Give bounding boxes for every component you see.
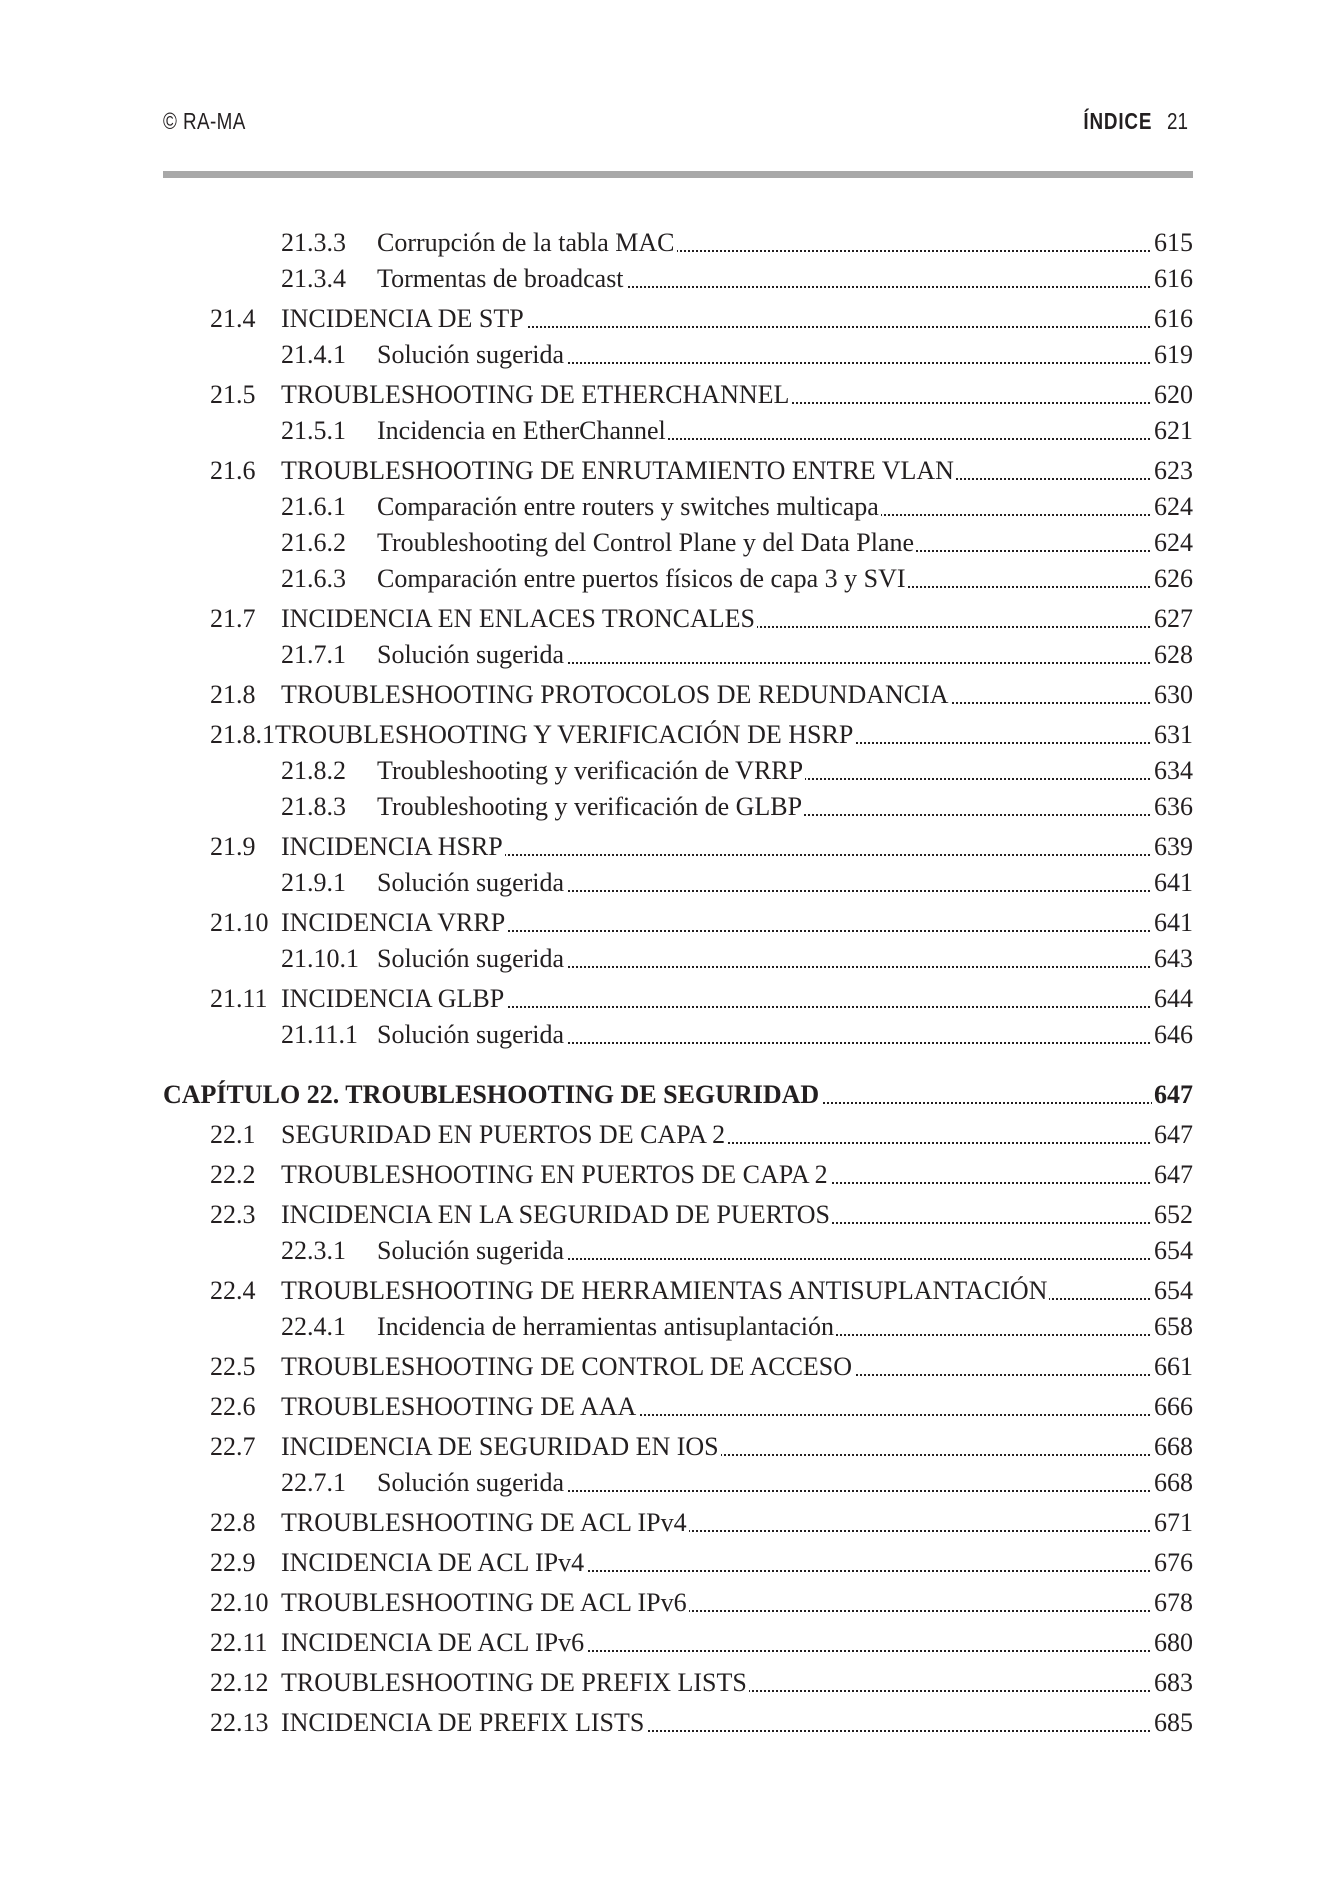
toc-entry-title: Incidencia en EtherChannel bbox=[377, 414, 668, 448]
toc-entry-title: TROUBLESHOOTING Y VERIFICACIÓN DE HSRP bbox=[275, 718, 855, 752]
toc-entry-page: 627 bbox=[1152, 602, 1193, 636]
toc-entry-number: 21.11 bbox=[210, 984, 268, 1013]
toc-entry-page: 634 bbox=[1152, 754, 1193, 788]
toc-entry-page: 646 bbox=[1152, 1018, 1193, 1052]
toc-entry[interactable] bbox=[0, 678, 1339, 712]
toc-entry[interactable] bbox=[0, 906, 1339, 940]
toc-entry-page: 621 bbox=[1152, 414, 1193, 448]
toc-entry[interactable] bbox=[0, 562, 1339, 596]
toc-entry-page: 654 bbox=[1152, 1274, 1193, 1308]
toc-entry[interactable] bbox=[0, 1350, 1339, 1384]
toc-entry-number: 21.3.4 bbox=[281, 264, 346, 293]
toc-entry-page: 624 bbox=[1152, 526, 1193, 560]
toc-entry-title: INCIDENCIA DE ACL IPv6 bbox=[281, 1626, 586, 1660]
toc-entry-page: 647 bbox=[1152, 1158, 1193, 1192]
toc-entry-number: 21.6 bbox=[210, 456, 256, 485]
toc-entry-number: 22.4.1 bbox=[281, 1312, 346, 1341]
toc-entry-title: INCIDENCIA DE ACL IPv4 bbox=[281, 1546, 586, 1580]
toc-entry-number: 22.11 bbox=[210, 1628, 268, 1657]
toc-entry-number: 22.2 bbox=[210, 1160, 256, 1189]
toc-entry-title: Troubleshooting del Control Plane y del Data Plane bbox=[377, 526, 916, 560]
toc-entry-page: 636 bbox=[1152, 790, 1193, 824]
toc-entry-page: 630 bbox=[1152, 678, 1193, 712]
toc-entry[interactable] bbox=[0, 1506, 1339, 1540]
toc-entry-number: 21.8.1 bbox=[210, 720, 275, 749]
toc-entry-number: 22.6 bbox=[210, 1392, 256, 1421]
toc-entry-title: TROUBLESHOOTING DE PREFIX LISTS bbox=[281, 1666, 749, 1700]
toc-entry-title: INCIDENCIA EN ENLACES TRONCALES bbox=[281, 602, 757, 636]
toc-entry-page: 624 bbox=[1152, 490, 1193, 524]
toc-entry-number: 21.4.1 bbox=[281, 340, 346, 369]
toc-entry-page: 654 bbox=[1152, 1234, 1193, 1268]
toc-entry-page: 668 bbox=[1152, 1430, 1193, 1464]
toc-entry-page: 616 bbox=[1152, 302, 1193, 336]
toc-entry-title: Solución sugerida bbox=[377, 338, 566, 372]
toc-entry-page: 643 bbox=[1152, 942, 1193, 976]
toc-entry[interactable] bbox=[0, 1274, 1339, 1308]
toc-entry-title: Comparación entre routers y switches multicapa bbox=[377, 490, 881, 524]
toc-entry[interactable] bbox=[0, 1466, 1339, 1500]
toc-entry[interactable] bbox=[0, 262, 1339, 296]
toc-entry[interactable] bbox=[0, 1586, 1339, 1620]
toc-entry-title: TROUBLESHOOTING DE AAA bbox=[281, 1390, 638, 1424]
toc-entry-number: 22.4 bbox=[210, 1276, 256, 1305]
toc-entry[interactable] bbox=[0, 1198, 1339, 1232]
toc-entry-title: INCIDENCIA EN LA SEGURIDAD DE PUERTOS bbox=[281, 1198, 832, 1232]
toc-entry-page: 678 bbox=[1152, 1586, 1193, 1620]
toc-entry-number: 21.10 bbox=[210, 908, 269, 937]
toc-entry-title: Solución sugerida bbox=[377, 1234, 566, 1268]
toc-entry[interactable] bbox=[0, 338, 1339, 372]
toc-entry-title: TROUBLESHOOTING DE ETHERCHANNEL bbox=[281, 378, 791, 412]
toc-entry-page: 641 bbox=[1152, 866, 1193, 900]
toc-entry-title: INCIDENCIA HSRP bbox=[281, 830, 505, 864]
toc-entry-page: 619 bbox=[1152, 338, 1193, 372]
toc-entry[interactable] bbox=[0, 1430, 1339, 1464]
toc-entry-number: 21.10.1 bbox=[281, 944, 359, 973]
toc-entry-number: 21.6.2 bbox=[281, 528, 346, 557]
toc-entry-number: 22.9 bbox=[210, 1548, 256, 1577]
page-number: 21 bbox=[1167, 108, 1188, 134]
toc-entry-number: 21.11.1 bbox=[281, 1020, 359, 1049]
toc-entry-number: 21.8.2 bbox=[281, 756, 346, 785]
toc-entry-page: 685 bbox=[1152, 1706, 1193, 1740]
toc-entry[interactable] bbox=[0, 1546, 1339, 1580]
toc-entry[interactable] bbox=[0, 602, 1339, 636]
toc-entry[interactable] bbox=[0, 1706, 1339, 1740]
toc-entry-title: Comparación entre puertos físicos de capa 3 y SVI bbox=[377, 562, 908, 596]
toc-entry-title: Solución sugerida bbox=[377, 942, 566, 976]
toc-entry[interactable] bbox=[0, 1666, 1339, 1700]
toc-entry-page: 658 bbox=[1152, 1310, 1193, 1344]
toc-entry-page: 623 bbox=[1152, 454, 1193, 488]
toc-entry-number: 22.13 bbox=[210, 1708, 269, 1737]
toc-entry-number: 21.6.3 bbox=[281, 564, 346, 593]
toc-entry[interactable] bbox=[0, 526, 1339, 560]
toc-entry-title: Solución sugerida bbox=[377, 1018, 566, 1052]
toc-entry-title: Solución sugerida bbox=[377, 866, 566, 900]
toc-entry[interactable] bbox=[0, 1158, 1339, 1192]
toc-entry[interactable] bbox=[0, 1234, 1339, 1268]
toc-entry[interactable] bbox=[0, 302, 1339, 336]
toc-entry-title: Solución sugerida bbox=[377, 1466, 566, 1500]
toc-entry-page: 616 bbox=[1152, 262, 1193, 296]
toc-entry-page: 631 bbox=[1152, 718, 1193, 752]
toc-entry-number: 22.1 bbox=[210, 1120, 256, 1149]
toc-entry-number: 22.7 bbox=[210, 1432, 256, 1461]
toc-entry-title: TROUBLESHOOTING DE ACL IPv4 bbox=[281, 1506, 689, 1540]
toc-entry-title: INCIDENCIA GLBP bbox=[281, 982, 506, 1016]
publisher-mark: © RA-MA bbox=[163, 108, 246, 134]
toc-entry-number: 21.4 bbox=[210, 304, 256, 333]
toc-entry-page: 620 bbox=[1152, 378, 1193, 412]
toc-entry-page: 641 bbox=[1152, 906, 1193, 940]
toc-entry-number: 21.7.1 bbox=[281, 640, 346, 669]
toc-entry-number: 21.9 bbox=[210, 832, 256, 861]
toc-entry-title: Tormentas de broadcast bbox=[377, 262, 626, 296]
toc-entry-title: Troubleshooting y verificación de GLBP bbox=[377, 790, 804, 824]
toc-entry-page: 680 bbox=[1152, 1626, 1193, 1660]
toc-entry-page: 668 bbox=[1152, 1466, 1193, 1500]
toc-entry-number: 21.8.3 bbox=[281, 792, 346, 821]
toc-entry-number: 22.3.1 bbox=[281, 1236, 346, 1265]
toc-entry-page: 683 bbox=[1152, 1666, 1193, 1700]
toc-entry-title: TROUBLESHOOTING DE ACL IPv6 bbox=[281, 1586, 689, 1620]
toc-entry-title: Corrupción de la tabla MAC bbox=[377, 226, 677, 260]
toc-entry-number: 22.10 bbox=[210, 1588, 269, 1617]
toc-entry-title: CAPÍTULO 22. TROUBLESHOOTING DE SEGURIDAD bbox=[163, 1078, 821, 1112]
toc-entry[interactable] bbox=[0, 1118, 1339, 1152]
toc-entry[interactable] bbox=[0, 414, 1339, 448]
toc-entry-number: 22.5 bbox=[210, 1352, 256, 1381]
toc-entry-title: Troubleshooting y verificación de VRRP bbox=[377, 754, 805, 788]
toc-entry-title: TROUBLESHOOTING EN PUERTOS DE CAPA 2 bbox=[281, 1158, 830, 1192]
toc-entry[interactable] bbox=[0, 1390, 1339, 1424]
toc-entry[interactable] bbox=[0, 638, 1339, 672]
toc-entry-title: TROUBLESHOOTING DE CONTROL DE ACCESO bbox=[281, 1350, 854, 1384]
toc-entry[interactable] bbox=[0, 754, 1339, 788]
header-right bbox=[1083, 108, 1188, 135]
toc-entry-title: Incidencia de herramientas antisuplantación bbox=[377, 1310, 836, 1344]
toc-entry-number: 21.7 bbox=[210, 604, 256, 633]
toc-entry-title: INCIDENCIA DE STP bbox=[281, 302, 526, 336]
toc-entry-title: Solución sugerida bbox=[377, 638, 566, 672]
toc-chapter-entry[interactable] bbox=[0, 1078, 1339, 1112]
toc-entry-page: 647 bbox=[1152, 1118, 1193, 1152]
toc-entry-page: 628 bbox=[1152, 638, 1193, 672]
toc-entry[interactable] bbox=[0, 1310, 1339, 1344]
toc-entry-title: TROUBLESHOOTING DE ENRUTAMIENTO ENTRE VLAN bbox=[281, 454, 956, 488]
toc-entry[interactable] bbox=[0, 1626, 1339, 1660]
toc-entry-number: 21.6.1 bbox=[281, 492, 346, 521]
toc-entry-page: 671 bbox=[1152, 1506, 1193, 1540]
toc-entry-title: INCIDENCIA DE SEGURIDAD EN IOS bbox=[281, 1430, 721, 1464]
running-header bbox=[163, 108, 1188, 144]
toc-entry-title: INCIDENCIA VRRP bbox=[281, 906, 507, 940]
toc-entry-number: 21.8 bbox=[210, 680, 256, 709]
section-title: ÍNDICE bbox=[1083, 108, 1153, 134]
toc-entry-number: 22.8 bbox=[210, 1508, 256, 1537]
toc-entry-page: 661 bbox=[1152, 1350, 1193, 1384]
toc-entry-number: 22.7.1 bbox=[281, 1468, 346, 1497]
toc-entry-page: 644 bbox=[1152, 982, 1193, 1016]
toc-entry-number: 21.9.1 bbox=[281, 868, 346, 897]
toc-entry-number: 22.3 bbox=[210, 1200, 256, 1229]
toc-entry-number: 21.5.1 bbox=[281, 416, 346, 445]
toc-entry-number: 21.3.3 bbox=[281, 228, 346, 257]
toc-entry-title: SEGURIDAD EN PUERTOS DE CAPA 2 bbox=[281, 1118, 727, 1152]
toc-entry-page: 639 bbox=[1152, 830, 1193, 864]
toc-entry-page: 676 bbox=[1152, 1546, 1193, 1580]
toc-entry[interactable] bbox=[0, 490, 1339, 524]
toc-entry-page: 647 bbox=[1152, 1078, 1193, 1112]
toc-entry[interactable] bbox=[0, 790, 1339, 824]
toc-entry-title: INCIDENCIA DE PREFIX LISTS bbox=[281, 1706, 646, 1740]
header-rule bbox=[163, 171, 1193, 178]
toc-entry-title: TROUBLESHOOTING PROTOCOLOS DE REDUNDANCIA bbox=[281, 678, 951, 712]
toc-entry[interactable] bbox=[0, 378, 1339, 412]
toc-entry-page: 615 bbox=[1152, 226, 1193, 260]
toc-entry[interactable] bbox=[0, 830, 1339, 864]
toc-entry-page: 652 bbox=[1152, 1198, 1193, 1232]
toc-entry-number: 22.12 bbox=[210, 1668, 269, 1697]
toc-entry[interactable] bbox=[0, 982, 1339, 1016]
toc-entry-page: 666 bbox=[1152, 1390, 1193, 1424]
toc-entry[interactable] bbox=[0, 866, 1339, 900]
toc-entry[interactable] bbox=[0, 718, 1339, 752]
toc-entry[interactable] bbox=[0, 942, 1339, 976]
toc-entry[interactable] bbox=[0, 454, 1339, 488]
toc-entry-number: 21.5 bbox=[210, 380, 256, 409]
toc-entry-title: TROUBLESHOOTING DE HERRAMIENTAS ANTISUPLANTACIÓN bbox=[281, 1274, 1049, 1308]
toc-entry[interactable] bbox=[0, 1018, 1339, 1052]
toc-entry[interactable] bbox=[0, 226, 1339, 260]
toc-entry-page: 626 bbox=[1152, 562, 1193, 596]
